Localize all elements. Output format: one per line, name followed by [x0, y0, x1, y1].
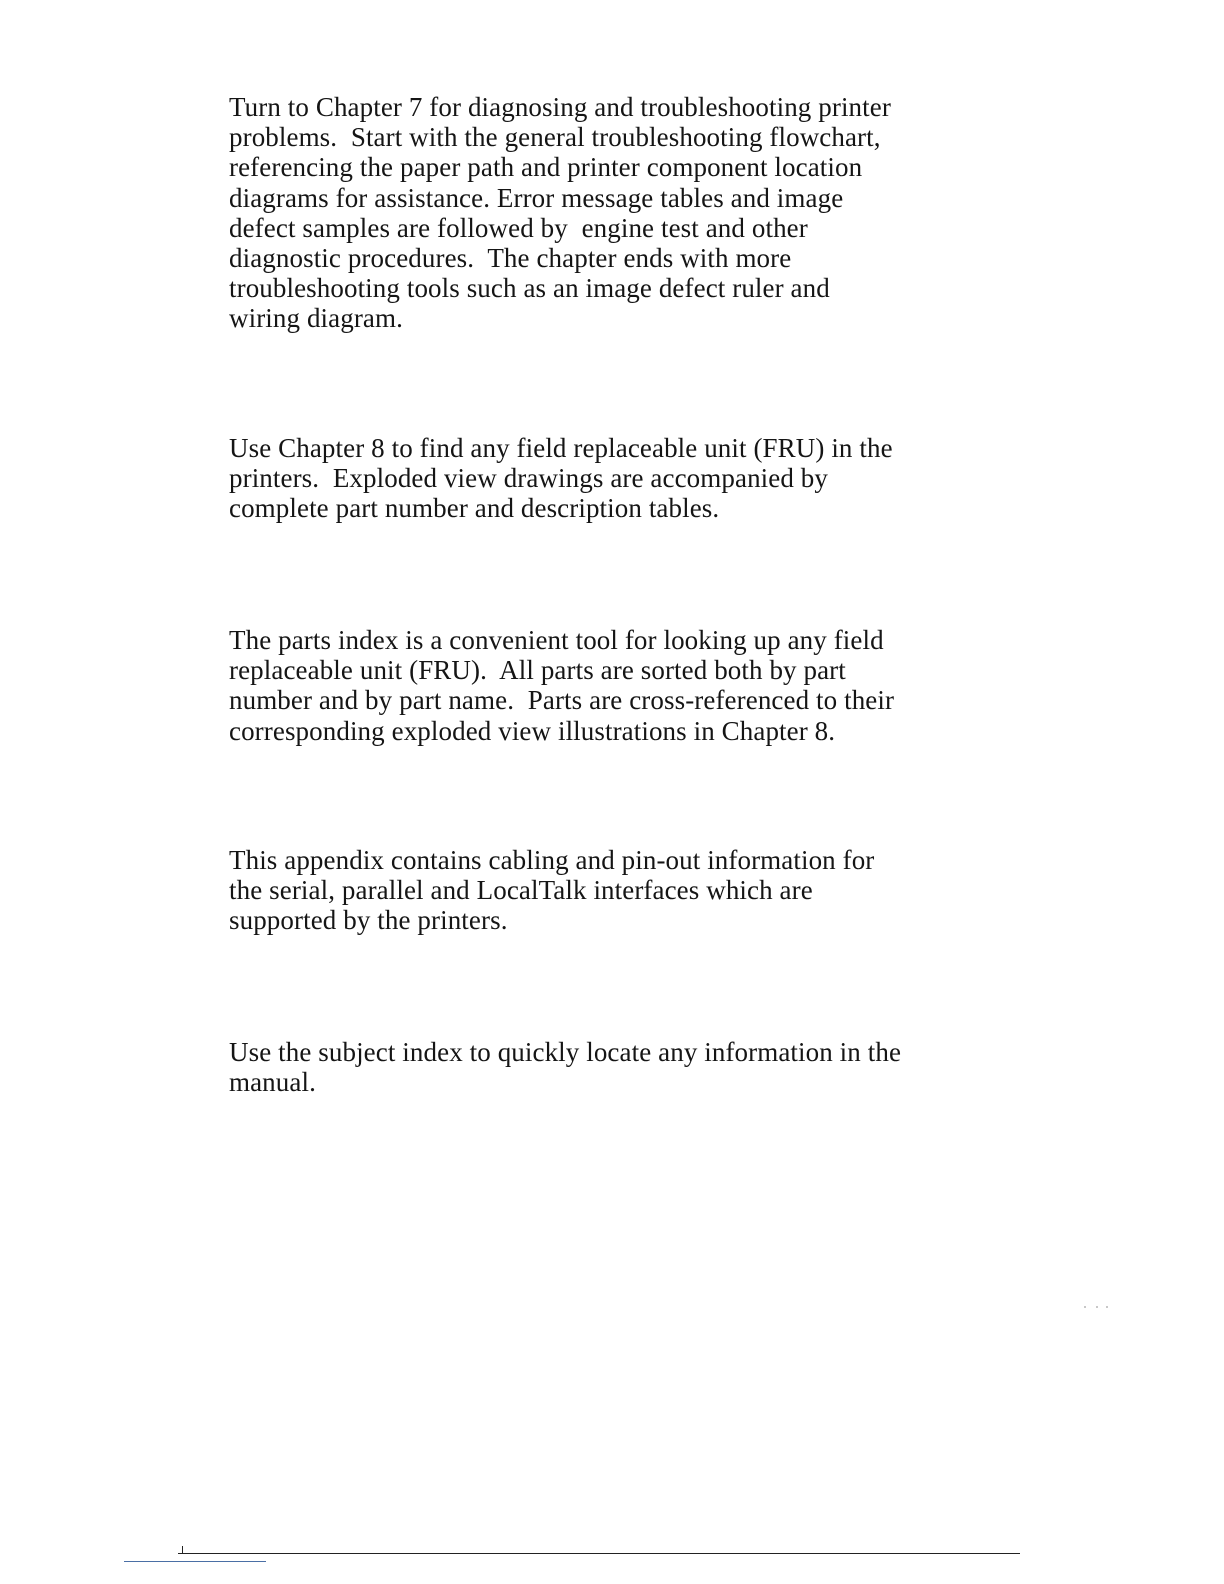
paragraph-chapter-8-fru [229, 433, 1029, 524]
text-line: printers. Exploded view drawings are accompanied by [229, 463, 829, 494]
text-line: manual. [229, 1067, 316, 1098]
text-line: problems. Start with the general troubleshooting flowchart, [229, 122, 881, 153]
paragraph-chapter-7-troubleshooting [229, 92, 1029, 334]
text-line: Turn to Chapter 7 for diagnosing and troubleshooting printer [229, 92, 891, 122]
footer-rule [178, 1553, 1020, 1554]
text-line: This appendix contains cabling and pin-out information for [229, 845, 875, 875]
text-line: diagnostic procedures. The chapter ends with more [229, 243, 792, 274]
footer-accent-rule [124, 1561, 266, 1562]
text-line: Use Chapter 8 to find any field replaceable unit (FRU) in the [229, 433, 893, 463]
text-line: replaceable unit (FRU). All parts are sorted both by part [229, 655, 846, 686]
text-line: the serial, parallel and LocalTalk interfaces which are [229, 875, 813, 906]
text-line: wiring diagram. [229, 303, 403, 334]
text-line: Use the subject index to quickly locate any information in the [229, 1037, 902, 1067]
text-line: troubleshooting tools such as an image defect ruler and [229, 273, 830, 304]
text-line: complete part number and description tables. [229, 493, 720, 524]
text-line: number and by part name. Parts are cross-referenced to their [229, 685, 895, 716]
text-line: corresponding exploded view illustrations in Chapter 8. [229, 715, 836, 746]
text-line: diagrams for assistance. Error message tables and image [229, 182, 844, 213]
paragraph-appendix-cabling [229, 845, 1029, 936]
text-line: The parts index is a convenient tool for looking up any field [229, 625, 884, 655]
paragraph-subject-index [229, 1037, 1029, 1097]
paragraph-parts-index [229, 625, 1029, 746]
text-line: supported by the printers. [229, 905, 508, 936]
footer-tick-mark [182, 1546, 183, 1553]
scan-speck-marks [1084, 1306, 1110, 1310]
text-line: referencing the paper path and printer component location [229, 152, 863, 183]
text-line: defect samples are followed by engine test and other [229, 212, 808, 243]
